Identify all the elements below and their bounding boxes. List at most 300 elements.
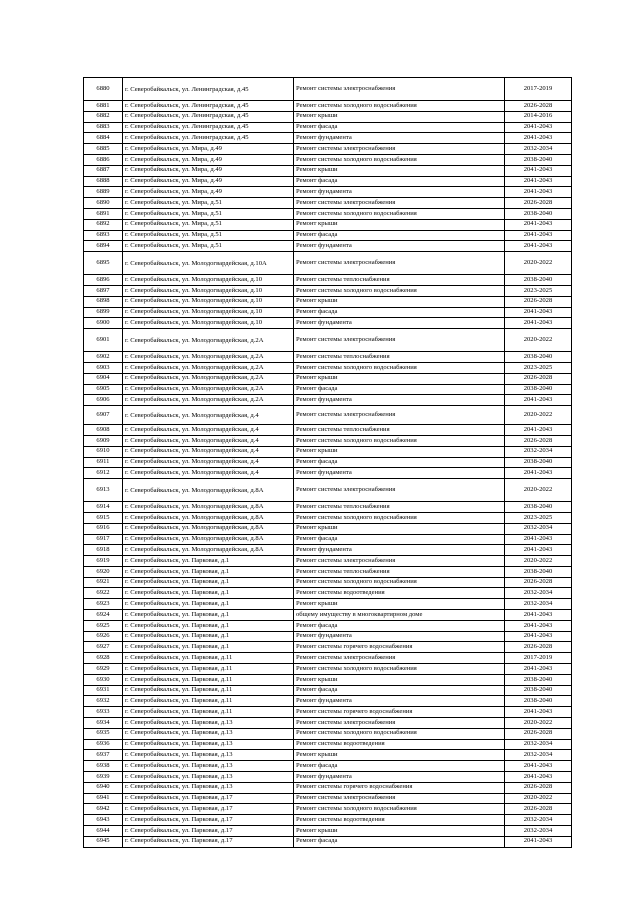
table-row xyxy=(84,610,572,621)
address-cell: г. Северобайкальск, ул. Мира, д.49 xyxy=(123,144,294,155)
row-number-cell: 6944 xyxy=(84,826,123,837)
row-number-cell: 6928 xyxy=(84,653,123,664)
address-cell: г. Северобайкальск, ул. Молодогвардейская, д.2А xyxy=(123,329,294,352)
work-type-cell: Ремонт системы горячего водоснабжения xyxy=(294,707,505,718)
table-row xyxy=(84,620,572,631)
period-cell: 2041-2043 xyxy=(505,610,572,621)
period-cell: 2032-2034 xyxy=(505,446,572,457)
period-cell: 2038-2040 xyxy=(505,696,572,707)
period-cell: 2041-2043 xyxy=(505,425,572,436)
address-cell: г. Северобайкальск, ул. Парковая, д.11 xyxy=(123,707,294,718)
row-number-cell: 6927 xyxy=(84,642,123,653)
address-cell: г. Северобайкальск, ул. Ленинградская, д.45 xyxy=(123,111,294,122)
address-cell: г. Северобайкальск, ул. Молодогвардейская, д.2А xyxy=(123,373,294,384)
work-type-cell: Ремонт системы электроснабжения xyxy=(294,793,505,804)
row-number-cell: 6888 xyxy=(84,176,123,187)
period-cell: 2020-2022 xyxy=(505,479,572,502)
address-cell: г. Северобайкальск, ул. Парковая, д.13 xyxy=(123,761,294,772)
work-type-cell: Ремонт крыши xyxy=(294,750,505,761)
period-cell: 2041-2043 xyxy=(505,545,572,556)
table-row xyxy=(84,373,572,384)
period-cell: 2041-2043 xyxy=(505,395,572,406)
address-cell: г. Северобайкальск, ул. Молодогвардейская, д.4 xyxy=(123,446,294,457)
row-number-cell: 6896 xyxy=(84,275,123,286)
address-cell: г. Северобайкальск, ул. Парковая, д.13 xyxy=(123,718,294,729)
address-cell: г. Северобайкальск, ул. Мира, д.49 xyxy=(123,176,294,187)
table-body xyxy=(84,78,572,848)
table-row xyxy=(84,133,572,144)
table-row xyxy=(84,219,572,230)
period-cell: 2032-2034 xyxy=(505,815,572,826)
row-number-cell: 6887 xyxy=(84,165,123,176)
row-number-cell: 6906 xyxy=(84,395,123,406)
row-number-cell: 6905 xyxy=(84,384,123,395)
row-number-cell: 6941 xyxy=(84,793,123,804)
table-row xyxy=(84,599,572,610)
period-cell: 2023-2025 xyxy=(505,285,572,296)
address-cell: г. Северобайкальск, ул. Мира, д.49 xyxy=(123,187,294,198)
work-type-cell: Ремонт системы электроснабжения xyxy=(294,406,505,425)
row-number-cell: 6935 xyxy=(84,728,123,739)
table-row xyxy=(84,122,572,133)
address-cell: г. Северобайкальск, ул. Парковая, д.11 xyxy=(123,674,294,685)
table-row xyxy=(84,154,572,165)
row-number-cell: 6929 xyxy=(84,664,123,675)
work-type-cell: Ремонт крыши xyxy=(294,219,505,230)
row-number-cell: 6932 xyxy=(84,696,123,707)
address-cell: г. Северобайкальск, ул. Молодогвардейская, д.4 xyxy=(123,406,294,425)
row-number-cell: 6919 xyxy=(84,556,123,567)
table-row xyxy=(84,728,572,739)
table-row xyxy=(84,739,572,750)
table-row xyxy=(84,435,572,446)
row-number-cell: 6923 xyxy=(84,599,123,610)
work-type-cell: Ремонт системы электроснабжения xyxy=(294,329,505,352)
address-cell: г. Северобайкальск, ул. Парковая, д.1 xyxy=(123,642,294,653)
work-type-cell: Ремонт системы водоотведения xyxy=(294,588,505,599)
address-cell: г. Северобайкальск, ул. Молодогвардейская, д.10 xyxy=(123,296,294,307)
table-row xyxy=(84,772,572,783)
period-cell: 2038-2040 xyxy=(505,352,572,363)
period-cell: 2041-2043 xyxy=(505,176,572,187)
work-type-cell: Ремонт системы холодного водоснабжения xyxy=(294,154,505,165)
address-cell: г. Северобайкальск, ул. Ленинградская, д.45 xyxy=(123,133,294,144)
period-cell: 2041-2043 xyxy=(505,534,572,545)
table-row xyxy=(84,523,572,534)
period-cell: 2020-2022 xyxy=(505,252,572,275)
work-type-cell: Ремонт фундамента xyxy=(294,318,505,329)
address-cell: г. Северобайкальск, ул. Мира, д.49 xyxy=(123,165,294,176)
table-row xyxy=(84,793,572,804)
table-row xyxy=(84,425,572,436)
address-cell: г. Северобайкальск, ул. Парковая, д.13 xyxy=(123,728,294,739)
work-type-cell: Ремонт крыши xyxy=(294,674,505,685)
row-number-cell: 6915 xyxy=(84,512,123,523)
address-cell: г. Северобайкальск, ул. Молодогвардейская, д.4 xyxy=(123,468,294,479)
work-type-cell: Ремонт системы холодного водоснабжения xyxy=(294,101,505,112)
row-number-cell: 6907 xyxy=(84,406,123,425)
work-type-cell: Ремонт системы теплоснабжения xyxy=(294,275,505,286)
work-type-cell: Ремонт крыши xyxy=(294,446,505,457)
address-cell: г. Северобайкальск, ул. Молодогвардейская, д.8А xyxy=(123,479,294,502)
address-cell: г. Северобайкальск, ул. Молодогвардейская, д.8А xyxy=(123,534,294,545)
row-number-cell: 6909 xyxy=(84,435,123,446)
work-type-cell: Ремонт фасада xyxy=(294,384,505,395)
row-number-cell: 6903 xyxy=(84,362,123,373)
row-number-cell: 6895 xyxy=(84,252,123,275)
row-number-cell: 6942 xyxy=(84,804,123,815)
work-type-cell: Ремонт крыши xyxy=(294,599,505,610)
period-cell: 2038-2040 xyxy=(505,502,572,513)
period-cell: 2041-2043 xyxy=(505,307,572,318)
row-number-cell: 6931 xyxy=(84,685,123,696)
table-row xyxy=(84,406,572,425)
address-cell: г. Северобайкальск, ул. Парковая, д.17 xyxy=(123,815,294,826)
work-type-cell: Ремонт системы холодного водоснабжения xyxy=(294,362,505,373)
table-row xyxy=(84,502,572,513)
period-cell: 2041-2043 xyxy=(505,664,572,675)
table-row xyxy=(84,318,572,329)
period-cell: 2038-2040 xyxy=(505,457,572,468)
period-cell: 2023-2025 xyxy=(505,362,572,373)
period-cell: 2038-2040 xyxy=(505,275,572,286)
row-number-cell: 6914 xyxy=(84,502,123,513)
period-cell: 2026-2028 xyxy=(505,435,572,446)
address-cell: г. Северобайкальск, ул. Мира, д.51 xyxy=(123,208,294,219)
row-number-cell: 6885 xyxy=(84,144,123,155)
row-number-cell: 6889 xyxy=(84,187,123,198)
row-number-cell: 6938 xyxy=(84,761,123,772)
row-number-cell: 6934 xyxy=(84,718,123,729)
period-cell: 2026-2028 xyxy=(505,782,572,793)
address-cell: г. Северобайкальск, ул. Парковая, д.17 xyxy=(123,826,294,837)
work-type-cell: Ремонт системы водоотведения xyxy=(294,815,505,826)
table-row xyxy=(84,642,572,653)
row-number-cell: 6920 xyxy=(84,566,123,577)
address-cell: г. Северобайкальск, ул. Молодогвардейская, д.10 xyxy=(123,318,294,329)
row-number-cell: 6943 xyxy=(84,815,123,826)
period-cell: 2026-2028 xyxy=(505,728,572,739)
table-row xyxy=(84,329,572,352)
address-cell: г. Северобайкальск, ул. Мира, д.49 xyxy=(123,154,294,165)
period-cell: 2020-2022 xyxy=(505,718,572,729)
work-type-cell: Ремонт крыши xyxy=(294,523,505,534)
row-number-cell: 6936 xyxy=(84,739,123,750)
period-cell: 2014-2016 xyxy=(505,111,572,122)
work-type-cell: Ремонт системы горячего водоснабжения xyxy=(294,782,505,793)
table-row xyxy=(84,631,572,642)
table-row xyxy=(84,352,572,363)
address-cell: г. Северобайкальск, ул. Мира, д.51 xyxy=(123,219,294,230)
period-cell: 2026-2028 xyxy=(505,296,572,307)
table-row xyxy=(84,78,572,101)
address-cell: г. Северобайкальск, ул. Молодогвардейская, д.2А xyxy=(123,352,294,363)
period-cell: 2038-2040 xyxy=(505,674,572,685)
address-cell: г. Северобайкальск, ул. Парковая, д.17 xyxy=(123,793,294,804)
work-type-cell: Ремонт крыши xyxy=(294,165,505,176)
row-number-cell: 6904 xyxy=(84,373,123,384)
table-row xyxy=(84,208,572,219)
work-type-cell: Ремонт фасада xyxy=(294,457,505,468)
work-type-cell: Ремонт системы теплоснабжения xyxy=(294,566,505,577)
work-type-cell: Ремонт фасада xyxy=(294,685,505,696)
address-cell: г. Северобайкальск, ул. Молодогвардейская, д.8А xyxy=(123,523,294,534)
table-row xyxy=(84,165,572,176)
period-cell: 2041-2043 xyxy=(505,187,572,198)
row-number-cell: 6890 xyxy=(84,198,123,209)
work-type-cell: Ремонт фундамента xyxy=(294,241,505,252)
row-number-cell: 6937 xyxy=(84,750,123,761)
table-row xyxy=(84,111,572,122)
table-row xyxy=(84,566,572,577)
work-type-cell: Ремонт фасада xyxy=(294,122,505,133)
period-cell: 2041-2043 xyxy=(505,165,572,176)
table-row xyxy=(84,468,572,479)
work-type-cell: Ремонт системы холодного водоснабжения xyxy=(294,435,505,446)
work-type-cell: Ремонт системы холодного водоснабжения xyxy=(294,512,505,523)
period-cell: 2041-2043 xyxy=(505,241,572,252)
address-cell: г. Северобайкальск, ул. Молодогвардейская, д.10 xyxy=(123,285,294,296)
table-row xyxy=(84,307,572,318)
work-type-cell: Ремонт системы теплоснабжения xyxy=(294,502,505,513)
table-row xyxy=(84,457,572,468)
table-row xyxy=(84,674,572,685)
work-type-cell: Ремонт системы теплоснабжения xyxy=(294,352,505,363)
period-cell: 2032-2034 xyxy=(505,144,572,155)
address-cell: г. Северобайкальск, ул. Парковая, д.13 xyxy=(123,772,294,783)
table-row xyxy=(84,836,572,847)
row-number-cell: 6921 xyxy=(84,577,123,588)
period-cell: 2038-2040 xyxy=(505,566,572,577)
table-row xyxy=(84,362,572,373)
period-cell: 2041-2043 xyxy=(505,122,572,133)
row-number-cell: 6933 xyxy=(84,707,123,718)
row-number-cell: 6900 xyxy=(84,318,123,329)
table-row xyxy=(84,696,572,707)
period-cell: 2026-2028 xyxy=(505,577,572,588)
table-row xyxy=(84,395,572,406)
address-cell: г. Северобайкальск, ул. Молодогвардейская, д.8А xyxy=(123,502,294,513)
address-cell: г. Северобайкальск, ул. Парковая, д.1 xyxy=(123,566,294,577)
work-type-cell: Ремонт системы электроснабжения xyxy=(294,198,505,209)
row-number-cell: 6883 xyxy=(84,122,123,133)
row-number-cell: 6908 xyxy=(84,425,123,436)
address-cell: г. Северобайкальск, ул. Парковая, д.17 xyxy=(123,804,294,815)
table-row xyxy=(84,588,572,599)
period-cell: 2032-2034 xyxy=(505,826,572,837)
address-cell: г. Северобайкальск, ул. Молодогвардейская, д.2А xyxy=(123,384,294,395)
row-number-cell: 6897 xyxy=(84,285,123,296)
period-cell: 2020-2022 xyxy=(505,406,572,425)
work-type-cell: Ремонт крыши xyxy=(294,373,505,384)
address-cell: г. Северобайкальск, ул. Молодогвардейская, д.2А xyxy=(123,395,294,406)
period-cell: 2041-2043 xyxy=(505,318,572,329)
work-type-cell: Ремонт фундамента xyxy=(294,631,505,642)
row-number-cell: 6893 xyxy=(84,230,123,241)
period-cell: 2038-2040 xyxy=(505,154,572,165)
work-type-cell: Ремонт фасада xyxy=(294,176,505,187)
work-type-cell: Ремонт крыши xyxy=(294,826,505,837)
row-number-cell: 6917 xyxy=(84,534,123,545)
period-cell: 2032-2034 xyxy=(505,739,572,750)
row-number-cell: 6882 xyxy=(84,111,123,122)
address-cell: г. Северобайкальск, ул. Парковая, д.1 xyxy=(123,588,294,599)
table-row xyxy=(84,685,572,696)
work-type-cell: Ремонт фундамента xyxy=(294,395,505,406)
work-type-cell: Ремонт системы электроснабжения xyxy=(294,653,505,664)
address-cell: г. Северобайкальск, ул. Парковая, д.11 xyxy=(123,696,294,707)
work-type-cell: Ремонт системы электроснабжения xyxy=(294,144,505,155)
row-number-cell: 6939 xyxy=(84,772,123,783)
table-row xyxy=(84,144,572,155)
row-number-cell: 6925 xyxy=(84,620,123,631)
address-cell: г. Северобайкальск, ул. Парковая, д.1 xyxy=(123,610,294,621)
address-cell: г. Северобайкальск, ул. Молодогвардейская, д.10А xyxy=(123,252,294,275)
work-type-cell: Ремонт системы горячего водоснабжения xyxy=(294,642,505,653)
period-cell: 2041-2043 xyxy=(505,836,572,847)
table-row xyxy=(84,296,572,307)
address-cell: г. Северобайкальск, ул. Парковая, д.13 xyxy=(123,782,294,793)
period-cell: 2032-2034 xyxy=(505,523,572,534)
address-cell: г. Северобайкальск, ул. Молодогвардейская, д.4 xyxy=(123,425,294,436)
period-cell: 2041-2043 xyxy=(505,230,572,241)
row-number-cell: 6926 xyxy=(84,631,123,642)
period-cell: 2026-2028 xyxy=(505,642,572,653)
period-cell: 2017-2019 xyxy=(505,78,572,101)
address-cell: г. Северобайкальск, ул. Молодогвардейская, д.4 xyxy=(123,457,294,468)
period-cell: 2038-2040 xyxy=(505,685,572,696)
table-row xyxy=(84,782,572,793)
table-row xyxy=(84,252,572,275)
table-row xyxy=(84,804,572,815)
period-cell: 2026-2028 xyxy=(505,198,572,209)
work-type-cell: Ремонт системы электроснабжения xyxy=(294,252,505,275)
table-row xyxy=(84,653,572,664)
work-type-cell: Ремонт системы холодного водоснабжения xyxy=(294,728,505,739)
work-type-cell: Ремонт фасада xyxy=(294,836,505,847)
address-cell: г. Северобайкальск, ул. Молодогвардейская, д.10 xyxy=(123,275,294,286)
table-row xyxy=(84,101,572,112)
address-cell: г. Северобайкальск, ул. Мира, д.51 xyxy=(123,230,294,241)
period-cell: 2017-2019 xyxy=(505,653,572,664)
table-row xyxy=(84,241,572,252)
address-cell: г. Северобайкальск, ул. Парковая, д.1 xyxy=(123,577,294,588)
row-number-cell: 6902 xyxy=(84,352,123,363)
table-row xyxy=(84,826,572,837)
period-cell: 2023-2025 xyxy=(505,512,572,523)
table-row xyxy=(84,285,572,296)
work-type-cell: Ремонт фундамента xyxy=(294,187,505,198)
address-cell: г. Северобайкальск, ул. Молодогвардейская, д.8А xyxy=(123,512,294,523)
period-cell: 2026-2028 xyxy=(505,373,572,384)
period-cell: 2032-2034 xyxy=(505,588,572,599)
period-cell: 2041-2043 xyxy=(505,707,572,718)
address-cell: г. Северобайкальск, ул. Молодогвардейская, д.10 xyxy=(123,307,294,318)
address-cell: г. Северобайкальск, ул. Ленинградская, д.45 xyxy=(123,122,294,133)
row-number-cell: 6940 xyxy=(84,782,123,793)
table-row xyxy=(84,534,572,545)
period-cell: 2032-2034 xyxy=(505,599,572,610)
address-cell: г. Северобайкальск, ул. Парковая, д.13 xyxy=(123,750,294,761)
period-cell: 2026-2028 xyxy=(505,101,572,112)
work-type-cell: Ремонт фундамента xyxy=(294,133,505,144)
work-type-cell: Ремонт крыши xyxy=(294,296,505,307)
row-number-cell: 6892 xyxy=(84,219,123,230)
row-number-cell: 6894 xyxy=(84,241,123,252)
work-type-cell: Ремонт системы электроснабжения xyxy=(294,718,505,729)
period-cell: 2038-2040 xyxy=(505,208,572,219)
row-number-cell: 6891 xyxy=(84,208,123,219)
period-cell: 2041-2043 xyxy=(505,133,572,144)
work-type-cell: Ремонт фундамента xyxy=(294,696,505,707)
address-cell: г. Северобайкальск, ул. Ленинградская, д.45 xyxy=(123,101,294,112)
table-row xyxy=(84,577,572,588)
period-cell: 2038-2040 xyxy=(505,384,572,395)
row-number-cell: 6881 xyxy=(84,101,123,112)
period-cell: 2041-2043 xyxy=(505,468,572,479)
row-number-cell: 6945 xyxy=(84,836,123,847)
work-type-cell: Ремонт фасада xyxy=(294,534,505,545)
table-row xyxy=(84,664,572,675)
address-cell: г. Северобайкальск, ул. Парковая, д.1 xyxy=(123,620,294,631)
period-cell: 2041-2043 xyxy=(505,620,572,631)
row-number-cell: 6884 xyxy=(84,133,123,144)
period-cell: 2041-2043 xyxy=(505,772,572,783)
row-number-cell: 6901 xyxy=(84,329,123,352)
work-type-cell: Ремонт фундамента xyxy=(294,772,505,783)
work-type-cell: Ремонт фундамента xyxy=(294,468,505,479)
work-type-cell: Ремонт системы электроснабжения xyxy=(294,479,505,502)
work-type-cell: Ремонт системы холодного водоснабжения xyxy=(294,577,505,588)
row-number-cell: 6924 xyxy=(84,610,123,621)
period-cell: 2032-2034 xyxy=(505,750,572,761)
address-cell: г. Северобайкальск, ул. Ленинградская, д.45 xyxy=(123,78,294,101)
row-number-cell: 6912 xyxy=(84,468,123,479)
row-number-cell: 6918 xyxy=(84,545,123,556)
period-cell: 2020-2022 xyxy=(505,329,572,352)
row-number-cell: 6898 xyxy=(84,296,123,307)
table-row xyxy=(84,750,572,761)
work-type-cell: Ремонт системы холодного водоснабжения xyxy=(294,804,505,815)
period-cell: 2041-2043 xyxy=(505,219,572,230)
work-type-cell: Ремонт фундамента xyxy=(294,545,505,556)
work-type-cell: Ремонт системы холодного водоснабжения xyxy=(294,208,505,219)
row-number-cell: 6910 xyxy=(84,446,123,457)
address-cell: г. Северобайкальск, ул. Парковая, д.1 xyxy=(123,631,294,642)
address-cell: г. Северобайкальск, ул. Молодогвардейская, д.4 xyxy=(123,435,294,446)
table-row xyxy=(84,479,572,502)
address-cell: г. Северобайкальск, ул. Мира, д.51 xyxy=(123,198,294,209)
row-number-cell: 6930 xyxy=(84,674,123,685)
work-type-cell: Ремонт системы холодного водоснабжения xyxy=(294,664,505,675)
address-cell: г. Северобайкальск, ул. Парковая, д.13 xyxy=(123,739,294,750)
work-type-cell: Ремонт системы холодного водоснабжения xyxy=(294,285,505,296)
table-row xyxy=(84,718,572,729)
address-cell: г. Северобайкальск, ул. Молодогвардейская, д.8А xyxy=(123,545,294,556)
table-row xyxy=(84,815,572,826)
work-type-cell: Ремонт фасада xyxy=(294,761,505,772)
table-row xyxy=(84,545,572,556)
table-row xyxy=(84,384,572,395)
work-type-cell: Ремонт системы электроснабжения xyxy=(294,556,505,567)
work-type-cell: Ремонт фасада xyxy=(294,620,505,631)
address-cell: г. Северобайкальск, ул. Парковая, д.17 xyxy=(123,836,294,847)
table-row xyxy=(84,446,572,457)
work-type-cell: Ремонт крыши xyxy=(294,111,505,122)
work-type-cell: Ремонт системы теплоснабжения xyxy=(294,425,505,436)
work-type-cell: Ремонт системы электроснабжения xyxy=(294,78,505,101)
table-row xyxy=(84,187,572,198)
